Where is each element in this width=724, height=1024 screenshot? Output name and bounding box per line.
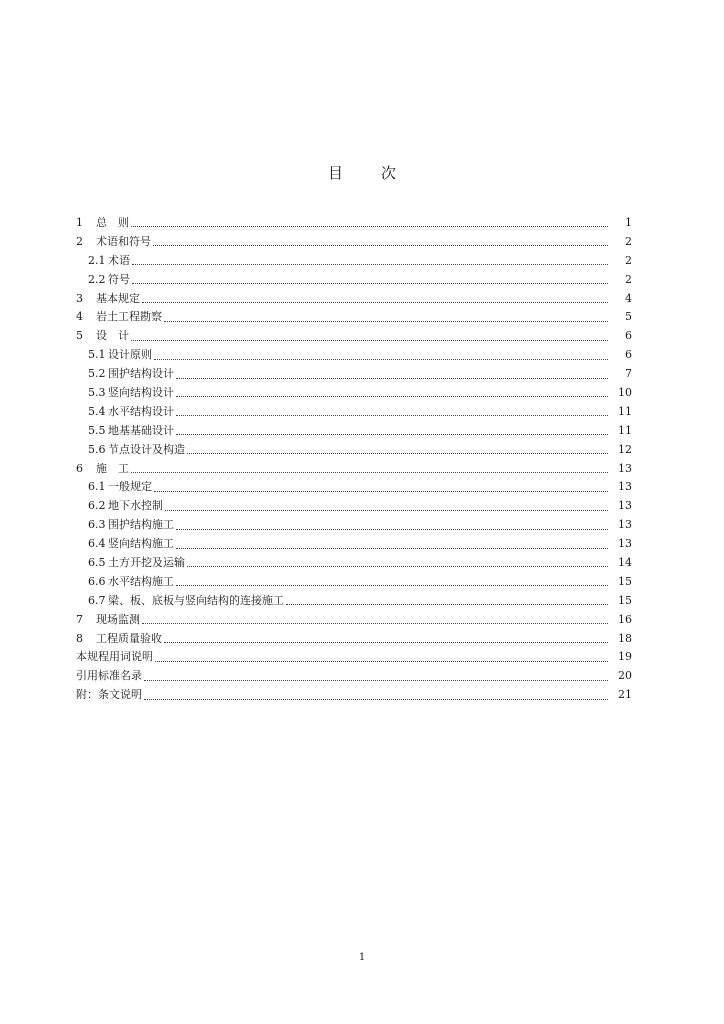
toc-entry[interactable] [76,648,632,667]
toc-entry[interactable] [76,252,632,271]
toc-entry-page: 16 [618,612,632,626]
toc-dot-leader [154,490,608,492]
toc-dot-leader [132,282,608,284]
toc-dot-leader [176,584,608,586]
toc-entry-number: 5.5 [88,423,106,437]
toc-dot-leader [144,679,608,681]
toc-entry-number: 1 [76,216,83,229]
toc-entry-number: 6.4 [88,537,106,551]
toc-entry-page: 2 [625,253,632,267]
toc-entry-page: 13 [618,499,632,513]
toc-dot-leader [144,698,608,700]
toc-entry-number: 6.6 [88,574,106,588]
toc-entry[interactable] [76,233,632,252]
toc-entry-page: 6 [625,348,632,362]
toc-entry-page: 18 [618,631,632,645]
toc-entry-title: 水平结构设计 [108,404,174,418]
toc-entry[interactable] [76,422,632,441]
toc-entry-number: 2 [76,234,83,248]
toc-dot-leader [176,377,608,379]
toc-entry-page: 2 [625,234,632,248]
toc-entry[interactable] [76,214,632,233]
toc-entry-title: 梁、板、底板与竖向结构的连接施工 [108,593,284,607]
toc-entry-title: 施 工 [96,461,129,475]
toc-entry-number: 8 [76,631,83,645]
toc-entry-title: 符号 [108,272,130,286]
toc-entry-number: 4 [76,310,83,324]
title-char-2: 次 [381,164,397,182]
toc-entry-number: 5 [76,329,83,343]
table-of-contents [76,214,632,705]
toc-entry-page: 5 [625,310,632,324]
toc-entry-page: 2 [625,272,632,286]
toc-entry[interactable] [76,384,632,403]
toc-dot-leader [176,414,608,416]
toc-dot-leader [153,244,608,246]
toc-entry[interactable] [76,630,632,649]
toc-entry-number: 5.3 [88,386,106,400]
toc-entry-title: 竖向结构施工 [108,537,174,551]
toc-entry[interactable] [76,365,632,384]
toc-entry-number: 3 [76,291,83,305]
toc-entry-page: 13 [618,518,632,532]
toc-entry-title: 岩土工程勘察 [96,310,162,324]
toc-entry[interactable] [76,271,632,290]
toc-dot-leader [187,452,608,454]
toc-entry-page: 13 [618,537,632,551]
toc-entry-title: 本规程用词说明 [76,650,153,664]
toc-entry-page: 13 [618,480,632,494]
toc-entry[interactable] [76,554,632,573]
toc-entry-page: 13 [618,461,632,475]
toc-dot-leader [286,603,608,605]
toc-entry[interactable] [76,592,632,611]
toc-entry-number: 5.1 [88,348,106,362]
toc-entry[interactable] [76,346,632,365]
toc-entry-number: 5.2 [88,367,106,381]
toc-entry[interactable] [76,403,632,422]
toc-entry[interactable] [76,327,632,346]
toc-entry-title: 术语 [108,253,130,267]
toc-entry[interactable] [76,478,632,497]
toc-entry-page: 14 [618,556,632,570]
toc-entry-number: 6.3 [88,518,106,532]
toc-entry[interactable] [76,290,632,309]
toc-entry-page: 11 [618,423,632,437]
toc-dot-leader [131,225,608,227]
toc-dot-leader [131,339,608,341]
page-number: 1 [358,952,366,963]
toc-entry-number: 6.7 [88,593,106,607]
toc-entry-number: 5.4 [88,404,106,418]
toc-entry-title: 土方开挖及运输 [108,556,185,570]
toc-entry[interactable] [76,497,632,516]
toc-dot-leader [176,528,608,530]
toc-entry-title: 设计原则 [108,348,152,362]
title-char-1: 目 [327,164,343,182]
toc-entry-title: 引用标准名录 [76,669,142,683]
toc-entry-title: 现场监测 [96,612,140,626]
toc-dot-leader [142,301,608,303]
toc-entry-page: 1 [625,216,632,229]
toc-entry[interactable] [76,460,632,479]
toc-entry-title: 基本规定 [96,291,140,305]
toc-entry[interactable] [76,441,632,460]
toc-entry-page: 6 [625,329,632,343]
toc-entry-title: 术语和符号 [96,234,151,248]
toc-entry-title: 节点设计及构造 [108,442,185,456]
toc-entry-number: 6.1 [88,480,106,494]
toc-entry-title: 设 计 [96,329,129,343]
toc-dot-leader [132,263,608,265]
toc-entry[interactable] [76,611,632,630]
toc-entry[interactable] [76,573,632,592]
toc-entry-title: 工程质量验收 [96,631,162,645]
toc-dot-leader [131,471,608,473]
toc-dot-leader [142,622,608,624]
toc-entry-title: 围护结构施工 [108,518,174,532]
toc-entry-page: 19 [618,650,632,664]
toc-entry-title: 总 则 [96,216,129,229]
toc-entry-number: 2.2 [88,272,106,286]
toc-entry-page: 4 [625,291,632,305]
toc-entry-title: 地基基础设计 [108,423,174,437]
toc-dot-leader [165,509,608,511]
toc-entry-page: 11 [618,404,632,418]
toc-entry[interactable] [76,535,632,554]
toc-entry-page: 21 [618,688,632,702]
toc-entry-page: 20 [618,669,632,683]
toc-entry-title: 水平结构施工 [108,574,174,588]
toc-dot-leader [176,395,608,397]
toc-entry-title: 竖向结构设计 [108,386,174,400]
toc-dot-leader [164,641,608,643]
toc-entry-page: 15 [618,593,632,607]
toc-dot-leader [154,358,608,360]
toc-entry-page: 12 [618,442,632,456]
toc-entry-title: 附：条文说明 [76,688,142,702]
toc-dot-leader [155,660,608,662]
toc-entry-number: 6 [76,461,83,475]
toc-dot-leader [176,433,608,435]
toc-entry-number: 5.6 [88,442,106,456]
toc-entry-number: 6.5 [88,556,106,570]
toc-entry-number: 2.1 [88,253,106,267]
page-title [0,162,724,183]
toc-entry[interactable] [76,516,632,535]
toc-entry-page: 10 [618,386,632,400]
toc-entry-page: 15 [618,574,632,588]
toc-entry-number: 7 [76,612,83,626]
toc-dot-leader [187,565,608,567]
toc-entry-title: 地下水控制 [108,499,163,513]
toc-dot-leader [164,320,608,322]
toc-entry-title: 围护结构设计 [108,367,174,381]
toc-entry-page: 7 [625,367,632,381]
toc-dot-leader [176,547,608,549]
toc-entry-title: 一般规定 [108,480,152,494]
toc-entry[interactable] [76,308,632,327]
toc-entry[interactable] [76,686,632,705]
toc-entry[interactable] [76,667,632,686]
toc-entry-number: 6.2 [88,499,106,513]
